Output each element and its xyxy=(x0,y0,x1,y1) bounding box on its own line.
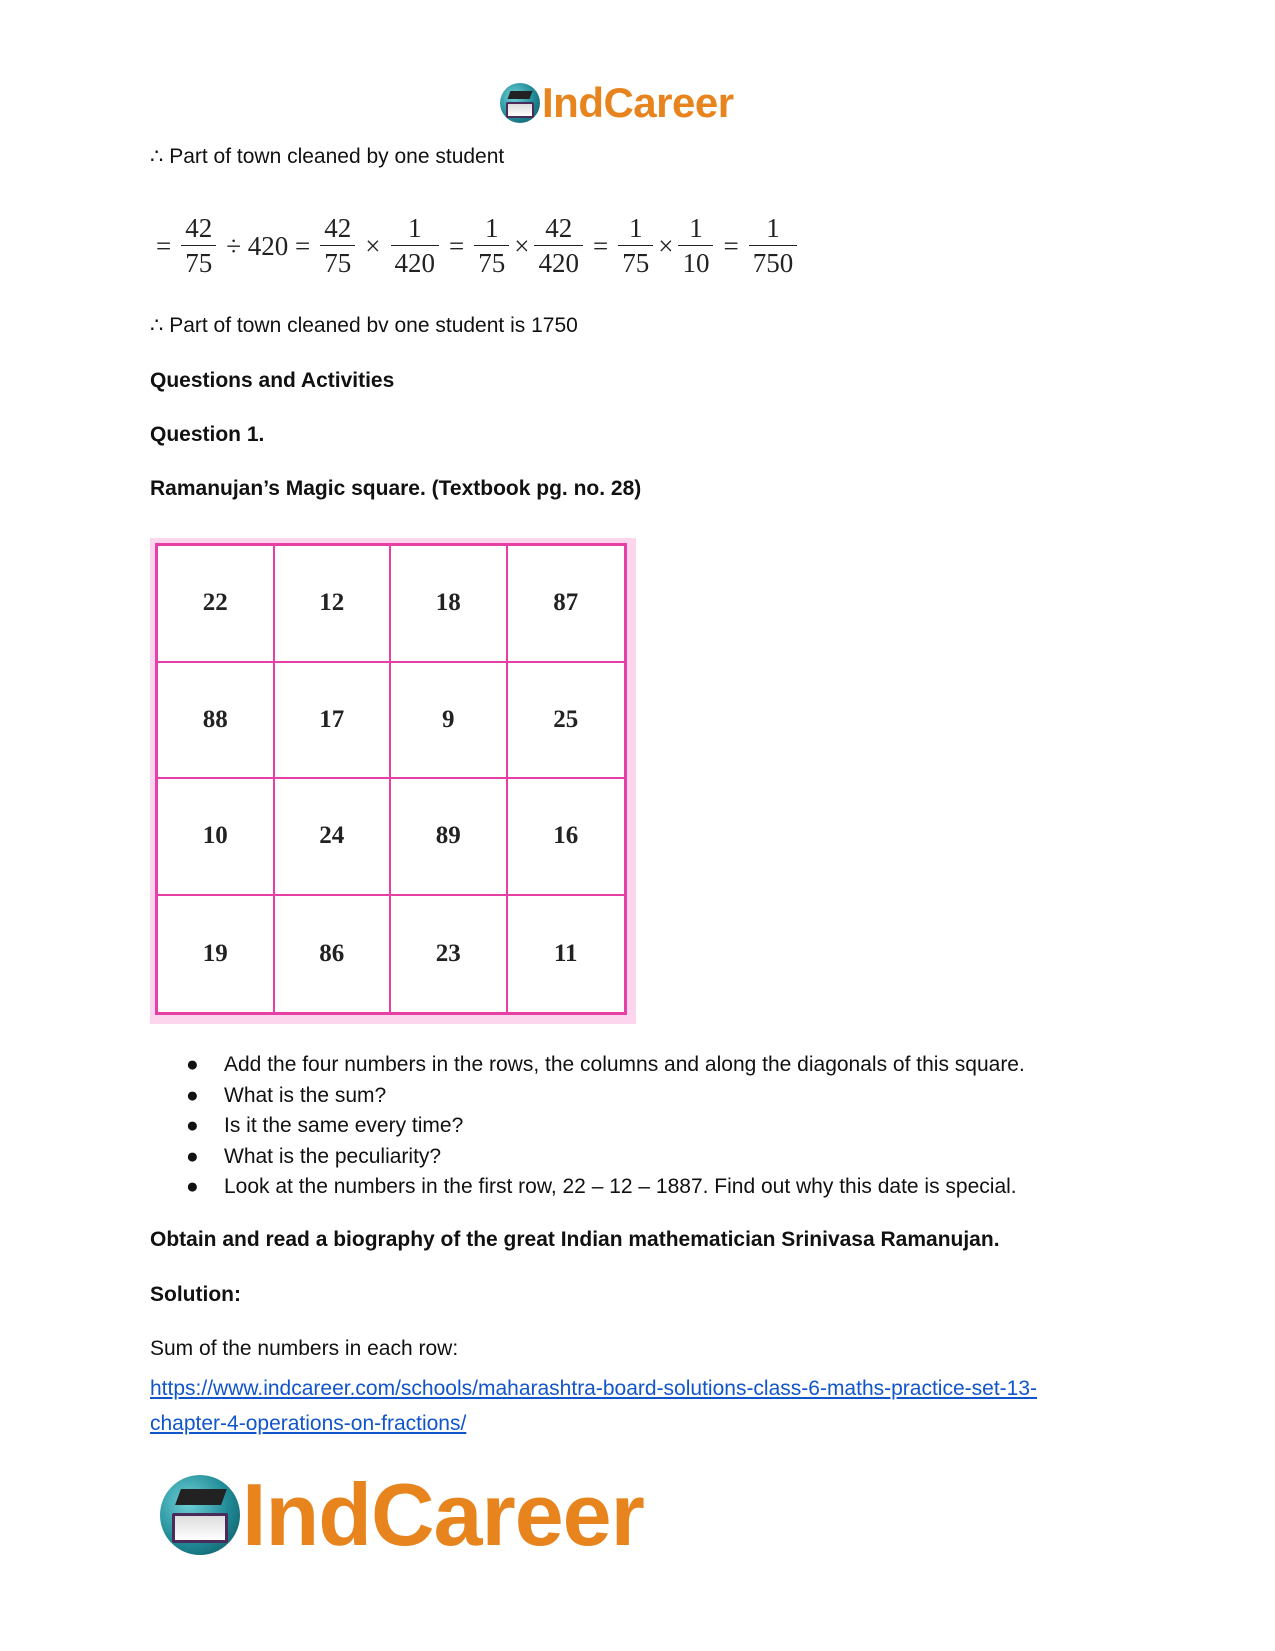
magic-square-cell: 16 xyxy=(508,779,625,896)
bullet-dot-icon: ● xyxy=(186,1114,199,1137)
source-link-line-2[interactable]: chapter-4-operations-on-fractions/ xyxy=(150,1412,467,1435)
question-label: Question 1. xyxy=(150,423,265,446)
header-brand-text: IndCareer xyxy=(542,79,734,126)
magic-square-cell: 10 xyxy=(158,779,275,896)
source-link-continued[interactable] xyxy=(150,1412,466,1436)
multiply-sign: × xyxy=(658,230,674,261)
question-bullet-list xyxy=(186,1050,1025,1203)
bullet-item xyxy=(186,1081,1025,1112)
source-link[interactable] xyxy=(150,1377,1037,1401)
multiply-sign: × xyxy=(365,230,381,261)
bullet-text: What is the sum? xyxy=(224,1083,387,1107)
bullet-item xyxy=(186,1172,1025,1203)
equals-sign: = xyxy=(156,230,172,261)
magic-square-cell: 9 xyxy=(391,663,508,780)
bullet-dot-icon: ● xyxy=(186,1053,199,1076)
magic-square-cell: 22 xyxy=(158,546,275,663)
bullet-text: Is it the same every time? xyxy=(224,1114,464,1137)
fraction: $\frac{1}{75}$ xyxy=(474,215,509,277)
equals-sign: = xyxy=(592,230,609,261)
section-heading: Questions and Activities xyxy=(150,369,395,392)
magic-square-cell: 23 xyxy=(391,896,508,1013)
magic-square-figure xyxy=(150,538,636,1024)
bullet-text: Add the four numbers in the rows, the columns and along the diagonals of this square. xyxy=(224,1053,1025,1076)
result-line: ∴ Part of town cleaned bv one student is 1750 xyxy=(150,314,578,337)
magic-square-cell: 86 xyxy=(275,896,392,1013)
bullet-item xyxy=(186,1050,1025,1081)
equals-sign: = xyxy=(723,230,739,261)
fraction: $\frac{1}{420}$ xyxy=(391,215,440,277)
magic-square-grid xyxy=(155,543,627,1015)
bullet-dot-icon: ● xyxy=(186,1083,199,1107)
sum-line: Sum of the numbers in each row: xyxy=(150,1337,459,1360)
intro-line: ∴ Part of town cleaned by one student xyxy=(150,145,505,168)
equals-sign: = xyxy=(449,230,465,261)
source-link-line-1[interactable]: https://www.indcareer.com/schools/maharashtra-board-solutions-class-6-maths-practice-set-13- xyxy=(150,1377,1038,1400)
fraction: $\frac{42}{75}$ xyxy=(320,215,355,277)
magic-square-cell: 17 xyxy=(275,663,392,780)
magic-square-cell: 25 xyxy=(508,663,625,780)
bullet-item xyxy=(186,1142,1025,1173)
magic-square-cell: 11 xyxy=(553,939,578,967)
magic-square-cell: 88 xyxy=(158,663,275,780)
magic-square-cell: 18 xyxy=(391,546,508,663)
footer-brand-text: IndCareer xyxy=(242,1465,644,1564)
graduation-globe-icon xyxy=(160,1475,240,1555)
fraction: $\frac{1}{750}$ xyxy=(749,215,798,277)
fraction-equation xyxy=(150,208,801,284)
footer-logo xyxy=(160,1465,644,1565)
magic-square-cell: 87 xyxy=(508,546,625,663)
graduation-globe-icon xyxy=(500,83,540,123)
bullet-dot-icon: ● xyxy=(186,1175,199,1198)
fraction: $\frac{1}{10}$ xyxy=(678,215,713,277)
bullet-dot-icon: ● xyxy=(186,1144,199,1168)
bullet-text: Look at the numbers in the first row, 22 – 12 – 1887. Find out why this date is special. xyxy=(224,1175,1017,1198)
bullet-item xyxy=(186,1111,1025,1142)
magic-square-cell: 12 xyxy=(275,546,392,663)
magic-square-cell: 89 xyxy=(391,779,508,896)
biography-line: Obtain and read a biography of the great Indian mathematician Srinivasa Ramanujan. xyxy=(150,1228,1000,1251)
header-logo xyxy=(500,78,734,128)
fraction: $\frac{1}{75}$ xyxy=(618,215,653,277)
bullet-text: What is the peculiarity? xyxy=(224,1144,442,1168)
multiply-sign: × xyxy=(514,230,530,261)
solution-label: Solution: xyxy=(150,1283,241,1306)
magic-square-cell: 19 xyxy=(158,896,275,1013)
division-term: ÷ 420 = xyxy=(226,230,311,261)
fraction: $\frac{42}{75}$ xyxy=(181,215,216,277)
magic-square-cell: 24 xyxy=(275,779,392,896)
fraction: $\frac{42}{420}$ xyxy=(534,215,583,277)
question-title: Ramanujan’s Magic square. (Textbook pg. no. 28) xyxy=(150,477,642,500)
